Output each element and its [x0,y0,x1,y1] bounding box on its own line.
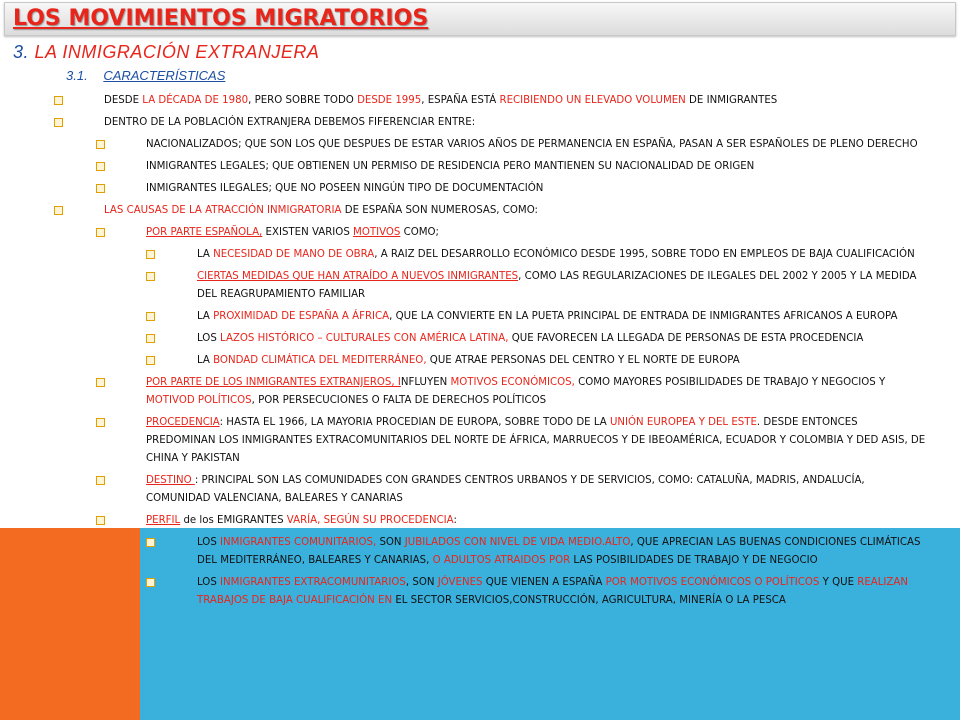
text-segment: QUE VIENEN A ESPAÑA [482,577,606,588]
section-label: CARACTERÍSTICAS [103,68,226,83]
text-segment: EXISTEN VARIOS [262,227,354,238]
highlighted-text: MOTIVOS [353,227,401,238]
text-segment: LOS [197,333,221,344]
bullet-text [146,180,930,198]
square-bullet-icon [96,140,105,149]
highlighted-text: BONDAD CLIMÁTICA DEL MEDITERRÁNEO, [213,355,427,366]
highlighted-text: INMIGRANTES EXTRACOMUNITARIOS [220,577,406,588]
highlighted-text: MOTIVOS ECONÓMICOS, [450,377,575,388]
text-segment: , PERO SOBRE TODO [248,95,358,106]
square-bullet-icon [146,250,155,259]
highlighted-text: LAZOS HISTÓRICO – CULTURALES CON AMÉRICA LATINA, [220,333,509,344]
text-segment: INMIGRANTES ILEGALES; QUE NO POSEEN NINGÚN TIPO DE DOCUMENTACIÓN [146,183,544,194]
text-segment: LOS [197,537,221,548]
highlighted-text: DESTINO [146,475,195,486]
section-heading [66,68,225,83]
text-segment: de los EMIGRANTES [180,515,287,526]
bullet-item [0,136,960,154]
bullet-text [197,330,938,348]
bullet-item [0,180,960,198]
square-bullet-icon [146,538,155,547]
text-segment: LOS [197,577,221,588]
bullet-text [197,268,938,304]
text-segment: LA [197,311,214,322]
text-segment: : PRINCIPAL SON LAS COMUNIDADES CON GRANDES CENTROS URBANOS Y DE SERVICIOS, COMO: CATALUÑA, MADRIS, ANDALUCÍA, COMUNIDAD VALENCIANA, BALEARES Y CANARIAS [146,475,865,504]
text-segment: INMIGRANTES LEGALES; QUE OBTIENEN UN PERMISO DE RESIDENCIA PERO MANTIENEN SU NACIONALIDAD DE ORIGEN [146,161,755,172]
square-bullet-icon [146,312,155,321]
text-segment: Y QUE [819,577,858,588]
page-title: LOS MOVIMIENTOS MIGRATORIOS [13,6,429,31]
bullet-item [0,352,960,370]
square-bullet-icon [96,184,105,193]
bullet-text [146,414,930,468]
bullet-item [0,512,960,530]
text-segment: LAS POSIBILIDADES DE TRABAJO Y DE NEGOCIO [570,555,818,566]
text-segment: DE ESPAÑA SON NUMEROSAS, COMO: [341,205,538,216]
highlighted-text: PROXIMIDAD DE ESPAÑA A ÁFRICA [213,311,390,322]
text-segment: , SON [405,577,438,588]
bullet-item [0,472,960,508]
square-bullet-icon [146,272,155,281]
text-segment: : HASTA EL 1966, LA MAYORIA PROCEDIAN DE EUROPA, SOBRE TODO DE LA [219,417,610,428]
square-bullet-icon [96,516,105,525]
subtitle-number: 3. [13,42,30,62]
highlighted-text: PERFIL [146,515,181,526]
bullet-item [0,92,960,110]
text-segment: LA [197,355,214,366]
text-segment: NFLUYEN [400,377,451,388]
bullet-text [146,136,930,154]
title-bar [4,2,956,36]
highlighted-text: RECIBIENDO UN ELEVADO VOLUMEN [499,95,686,106]
square-bullet-icon [96,378,105,387]
subtitle-text: LA INMIGRACIÓN EXTRANJERA [34,42,320,62]
bullet-text [197,308,938,326]
bullet-item [0,308,960,326]
text-segment: DENTRO DE LA POBLACIÓN EXTRANJERA DEBEMOS FIFERENCIAR ENTRE: [104,117,476,128]
text-segment: , POR PERSECUCIONES O FALTA DE DERECHOS POLÍTICOS [251,395,547,406]
bullet-item [0,374,960,410]
square-bullet-icon [96,162,105,171]
bullet-item [0,202,960,220]
bullet-item [0,574,960,610]
bullet-item [0,268,960,304]
bullet-item [0,330,960,348]
highlighted-text: VARÍA, SEGÚN SU PROCEDENCIA [286,515,454,526]
text-segment: COMO MAYORES POSIBILIDADES DE TRABAJO Y NEGOCIOS Y [574,377,886,388]
text-segment: DE INMIGRANTES [685,95,778,106]
highlighted-text: NECESIDAD DE MANO DE OBRA [213,249,375,260]
highlighted-text: JUBILADOS CON NIVEL DE VIDA MEDIO.ALTO [404,537,631,548]
square-bullet-icon [146,578,155,587]
text-segment: COMO; [400,227,439,238]
bullet-item [0,414,960,468]
highlighted-text: DESDE 1995 [357,95,422,106]
square-bullet-icon [96,228,105,237]
square-bullet-icon [146,334,155,343]
square-bullet-icon [96,476,105,485]
bullet-item [0,246,960,264]
text-segment: QUE ATRAE PERSONAS DEL CENTRO Y EL NORTE DE EUROPA [426,355,740,366]
text-segment: QUE FAVORECEN LA LLEGADA DE PERSONAS DE ESTA PROCEDENCIA [508,333,864,344]
highlighted-text: JÓVENES [437,577,483,588]
square-bullet-icon [54,118,63,127]
highlighted-text: O ADULTOS ATRAIDOS POR [432,555,571,566]
highlighted-text: POR PARTE ESPAÑOLA, [146,227,263,238]
highlighted-text: UNIÓN EUROPEA Y DEL ESTE [609,417,757,428]
text-segment: . DESDE ENTONCES PREDOMINAN LOS INMIGRANTES EXTRACOMUNITARIOS DEL NORTE DE ÁFRICA, MARRUECOS Y DE IBEOAMÉRICA, ECUADOR Y COLOMBIA Y DED ASIS, DE CHINA Y PAKISTAN [146,417,926,464]
bullet-text [197,574,938,610]
square-bullet-icon [96,418,105,427]
text-segment: NACIONALIZADOS; QUE SON LOS QUE DESPUES DE ESTAR VARIOS AÑOS DE PERMANENCIA EN ESPAÑA, PASAN A SER ESPAÑOLES DE PLENO DERECHO [146,139,918,150]
highlighted-text: REALIZAN TRABAJOS DE BAJA CUALIFICACIÓN EN [197,577,908,606]
bullet-text [146,472,930,508]
bullet-text [146,158,930,176]
bullet-item [0,534,960,570]
bullet-text [104,114,918,132]
text-segment: , QUE LA CONVIERTE EN LA PUETA PRINCIPAL DE ENTRADA DE INMIGRANTES AFRICANOS A EUROPA [389,311,898,322]
square-bullet-icon [54,96,63,105]
bullet-text [104,202,918,220]
text-segment: LA [197,249,214,260]
bullet-item [0,224,960,242]
text-segment: : [453,515,457,526]
text-segment: SON [376,537,405,548]
bullet-text [197,534,938,570]
bullet-text [197,352,938,370]
text-segment: , A RAIZ DEL DESARROLLO ECONÓMICO DESDE 1995, SOBRE TODO EN EMPLEOS DE BAJA CUALIFICACIÓN [374,249,915,260]
square-bullet-icon [54,206,63,215]
highlighted-text: POR PARTE DE LOS INMIGRANTES EXTRANJEROS, I [146,377,401,388]
bullet-item [0,158,960,176]
bullet-text [197,246,938,264]
bullet-text [146,224,930,242]
square-bullet-icon [146,356,155,365]
bullet-list [0,92,960,614]
text-segment: , QUE APRECIAN LAS BUENAS CONDICIONES CLIMÁTICAS DEL MEDITERRÁNEO, BALEARES Y CANARIAS, [197,537,921,566]
highlighted-text: MOTIVOD POLÍTICOS [146,395,252,406]
subtitle [13,42,319,63]
text-segment: DESDE [104,95,143,106]
highlighted-text: PROCEDENCIA [146,417,220,428]
highlighted-text: INMIGRANTES COMUNITARIOS, [220,537,377,548]
text-segment: EL SECTOR SERVICIOS,CONSTRUCCIÓN, AGRICULTURA, MINERÍA O LA PESCA [392,595,786,606]
bullet-text [146,374,930,410]
highlighted-text: LA DÉCADA DE 1980 [142,95,249,106]
highlighted-text: POR MOTIVOS ECONÓMICOS O POLÍTICOS [605,577,820,588]
bullet-text [104,92,918,110]
section-number: 3.1. [66,68,88,83]
text-segment: , ESPAÑA ESTÁ [421,95,500,106]
bullet-text [146,512,930,530]
highlighted-text: LAS CAUSAS DE LA ATRACCIÓN INMIGRATORIA [104,205,342,216]
bullet-item [0,114,960,132]
text-segment: , COMO LAS REGULARIZACIONES DE ILEGALES DEL 2002 Y 2005 Y LA MEDIDA DEL REAGRUPAMIENTO FAMILIAR [197,271,917,300]
highlighted-text: CIERTAS MEDIDAS QUE HAN ATRAÍDO A NUEVOS INMIGRANTES [197,271,519,282]
